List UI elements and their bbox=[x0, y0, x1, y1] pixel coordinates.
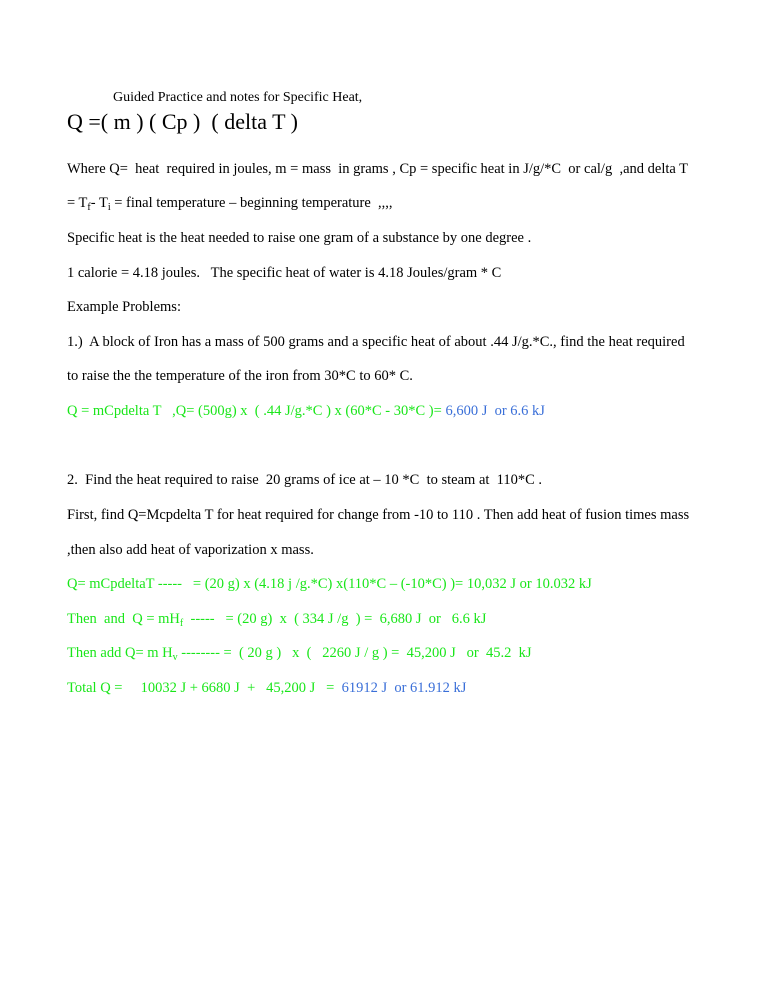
calorie-conversion: 1 calorie = 4.18 joules. The specific heat of water is 4.18 Joules/gram * C bbox=[67, 265, 502, 281]
problem-1-line-1: 1.) A block of Iron has a mass of 500 grams and a specific heat of about .44 J/g.*C., find the heat required bbox=[67, 334, 685, 350]
problem-2-line-3: ,then also add heat of vaporization x mass. bbox=[67, 542, 314, 558]
problem-1-work: Q = mCpdelta T ,Q= (500g) x ( .44 J/g.*C ) x (60*C - 30*C )= bbox=[67, 403, 446, 419]
problem-1-line-2: to raise the the temperature of the iron from 30*C to 60* C. bbox=[67, 368, 413, 384]
document-subtitle: Guided Practice and notes for Specific Heat, bbox=[113, 90, 363, 105]
problem-2-total bbox=[67, 679, 466, 697]
definition-line-1: Where Q= heat required in joules, m = mass in grams , Cp = specific heat in J/g/*C or cal/g ,and delta T bbox=[67, 161, 689, 177]
problem-2-line-1: 2. Find the heat required to raise 20 grams of ice at – 10 *C to steam at 110*C . bbox=[67, 472, 543, 488]
problem-2-step-2: Then and $Q = mH_f$ ----- = (20 g) x ( 334 J /g ) = 6,680 J or 6.6 kJ bbox=[67, 611, 487, 629]
problem-2-step-3: Then add Q= m $H_v$ -------- = ( 20 g ) x ( 2260 J / g ) = 45,200 J or 45.2 kJ bbox=[67, 645, 532, 663]
problem-2-step-1: Q= mCpdeltaT ----- = (20 g) x (4.18 j /g.*C) x(110*C – (-10*C) )= 10,032 J or 10.032 kJ bbox=[67, 576, 592, 592]
problem-1-answer: 6,600 J or 6.6 kJ bbox=[445, 403, 545, 419]
problem-2-line-2: First, find Q=Mcpdelta T for heat required for change from -10 to 110 . Then add heat of fusion times mass bbox=[67, 507, 690, 523]
specific-heat-definition: Specific heat is the heat needed to raise one gram of a substance by one degree . bbox=[67, 230, 532, 246]
example-problems-heading: Example Problems: bbox=[67, 299, 181, 315]
problem-2-total-work: Total Q = 10032 J + 6680 J + 45,200 J = bbox=[67, 680, 342, 696]
specific-heat-formula: Q =( m ) ( Cp ) ( delta T ) bbox=[67, 109, 298, 134]
problem-2-total-answer: 61912 J or 61.912 kJ bbox=[341, 680, 467, 696]
definition-line-2: = $T_f-$ $T_i$ = final temperature – beginning temperature ,,,, bbox=[67, 195, 393, 213]
problem-1-solution bbox=[67, 402, 545, 420]
